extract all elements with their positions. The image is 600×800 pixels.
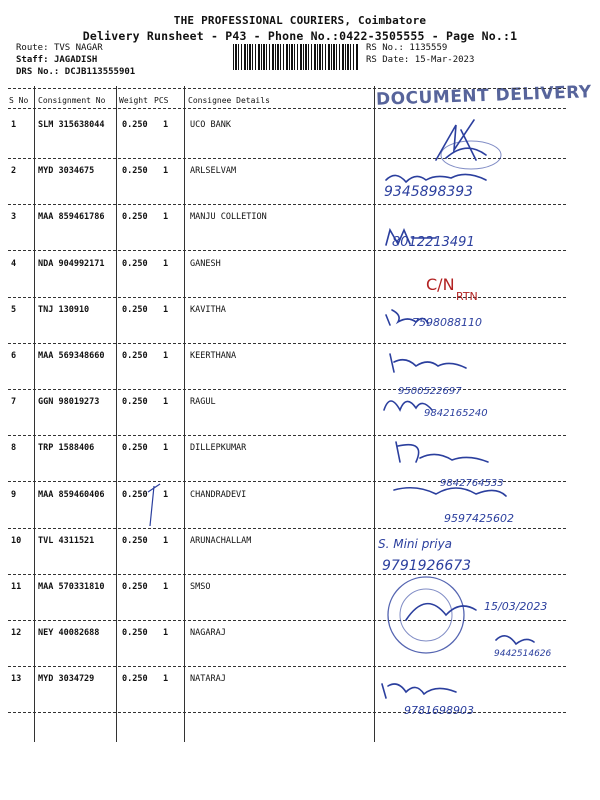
date-row-11: 15/03/2023 bbox=[484, 600, 548, 613]
signature-row-1 bbox=[436, 120, 486, 160]
tick-mark-row-9 bbox=[140, 482, 180, 532]
signature-row-13 bbox=[382, 684, 456, 698]
row-consignee: ARLSELVAM bbox=[190, 166, 237, 177]
row-sno: 4 bbox=[11, 258, 17, 269]
row-sno: 7 bbox=[11, 397, 17, 408]
row-consignee: DILLEPKUMAR bbox=[190, 443, 247, 454]
row-sno: 13 bbox=[11, 674, 22, 685]
row-consignee: NAGARAJ bbox=[190, 628, 226, 639]
row-consignment-no: SLM 315638044 bbox=[38, 120, 105, 130]
col-header-pcs: PCS bbox=[154, 96, 169, 105]
header-divider-top bbox=[8, 88, 566, 89]
document-delivery-stamp: DOCUMENT DELIVERY bbox=[375, 82, 593, 110]
header-divider-bottom bbox=[8, 108, 566, 109]
drs-label: DRS No.: bbox=[16, 67, 60, 77]
signature-row-6 bbox=[390, 354, 466, 372]
phone-row-9: 9597425602 bbox=[444, 512, 514, 525]
row-pcs: 1 bbox=[163, 212, 169, 223]
phone-row-13: 9781698903 bbox=[404, 704, 474, 717]
col-header-weight: Weight bbox=[119, 96, 148, 105]
rtn-mark: RTN bbox=[456, 290, 478, 303]
row-pcs: 1 bbox=[163, 443, 169, 454]
row-sno: 3 bbox=[11, 212, 17, 223]
row-consignee: NATARAJ bbox=[190, 674, 226, 685]
row-consignee: RAGUL bbox=[190, 397, 216, 408]
row-pcs: 1 bbox=[163, 582, 169, 592]
row-consignee: UCO BANK bbox=[190, 120, 231, 130]
row-weight: 0.250 bbox=[122, 489, 148, 500]
route-row bbox=[16, 43, 103, 53]
row-sno: 8 bbox=[11, 443, 17, 454]
row-weight: 0.250 bbox=[122, 535, 148, 546]
row-sno: 2 bbox=[11, 166, 17, 177]
route-value: TVS NAGAR bbox=[53, 43, 103, 53]
row-weight: 0.250 bbox=[122, 258, 148, 269]
row-consignment-no: MAA 569348660 bbox=[38, 351, 105, 361]
drs-value: DCJB113555901 bbox=[64, 67, 136, 77]
row-weight: 0.250 bbox=[122, 628, 148, 639]
row-consignment-no: MAA 859461786 bbox=[38, 212, 105, 223]
row-pcs: 1 bbox=[163, 674, 169, 685]
signature-row-2 bbox=[386, 174, 486, 182]
row-sno: 10 bbox=[11, 535, 22, 546]
row-consignee: CHANDRADEVI bbox=[190, 489, 247, 500]
col-divider-consignment bbox=[116, 86, 117, 742]
rs-date-label: RS Date: bbox=[366, 55, 410, 65]
row-consignment-no: TNJ 130910 bbox=[38, 304, 90, 315]
row-consignment-no: MYD 3034729 bbox=[38, 674, 95, 685]
rs-date-value: 15-Mar-2023 bbox=[414, 55, 475, 65]
row-weight: 0.250 bbox=[122, 166, 148, 177]
row-consignment-no: MAA 859460406 bbox=[38, 489, 105, 500]
signature-row-8 bbox=[396, 442, 488, 462]
row-consignment-no: MAA 570331810 bbox=[38, 582, 105, 592]
phone-row-10: 9791926673 bbox=[382, 558, 472, 574]
row-weight: 0.250 bbox=[122, 582, 148, 592]
route-label: Route: bbox=[16, 43, 49, 53]
phone-row-7: 9842165240 bbox=[424, 408, 488, 419]
rs-no-row bbox=[366, 43, 447, 53]
signature-row-11 bbox=[406, 604, 476, 620]
barcode bbox=[233, 44, 359, 70]
row-sno: 12 bbox=[11, 628, 22, 639]
row-consignee: GANESH bbox=[190, 258, 221, 269]
row-weight: 0.250 bbox=[122, 351, 148, 361]
row-consignee: KAVITHA bbox=[190, 304, 226, 315]
name-row-10: S. Mini priya bbox=[378, 537, 453, 551]
row-weight: 0.250 bbox=[122, 212, 148, 223]
row-pcs: 1 bbox=[163, 304, 169, 315]
rs-date-row bbox=[366, 55, 474, 65]
row-consignee: SMSO bbox=[190, 582, 211, 592]
row-consignee: ARUNACHALLAM bbox=[190, 535, 252, 546]
row-pcs: 1 bbox=[163, 120, 169, 130]
col-divider-pcs bbox=[184, 86, 185, 742]
phone-row-8: 9842764533 bbox=[440, 478, 504, 489]
row-pcs: 1 bbox=[163, 258, 169, 269]
row-consignment-no: NEY 40082688 bbox=[38, 628, 100, 639]
row-weight: 0.250 bbox=[122, 120, 148, 130]
staff-label: Staff: bbox=[16, 55, 49, 65]
col-header-sno: S No bbox=[9, 96, 29, 105]
row-pcs: 1 bbox=[163, 397, 169, 408]
phone-row-2: 9345898393 bbox=[384, 184, 474, 200]
phone-row-3: 8012213491 bbox=[392, 235, 475, 250]
row-sno: 1 bbox=[11, 120, 17, 130]
col-divider-consignee bbox=[374, 86, 375, 742]
row-sno: 5 bbox=[11, 304, 17, 315]
col-header-consignee: Consignee Details bbox=[188, 96, 270, 105]
row-sno: 11 bbox=[11, 582, 22, 592]
company-title: THE PROFESSIONAL COURIERS, Coimbatore bbox=[173, 14, 427, 27]
row-weight: 0.250 bbox=[122, 304, 148, 315]
rs-no-value: 1135559 bbox=[409, 43, 448, 53]
row-sno: 6 bbox=[11, 351, 17, 361]
row-consignment-no: TVL 4311521 bbox=[38, 535, 95, 546]
rs-no-label: RS No.: bbox=[366, 43, 404, 53]
row-pcs: 1 bbox=[163, 489, 169, 500]
row-consignee: MANJU COLLETION bbox=[190, 212, 267, 223]
phone-row-5: 7598088110 bbox=[412, 316, 482, 329]
row-consignment-no: GGN 98019273 bbox=[38, 397, 100, 408]
row-pcs: 1 bbox=[163, 535, 169, 546]
row-consignment-no: MYD 3034675 bbox=[38, 166, 95, 177]
staff-value: JAGADISH bbox=[53, 55, 98, 65]
row-weight: 0.250 bbox=[122, 443, 148, 454]
staff-row bbox=[16, 55, 97, 65]
signature-column bbox=[376, 110, 576, 730]
row-consignee: KEERTHANA bbox=[190, 351, 237, 361]
row-weight: 0.250 bbox=[122, 397, 148, 408]
col-divider-sno bbox=[34, 86, 35, 742]
signature-row-12 bbox=[496, 636, 534, 644]
row-consignment-no: NDA 904992171 bbox=[38, 258, 105, 269]
runsheet-subtitle: Delivery Runsheet - P43 - Phone No.:0422-3505555 - Page No.:1 bbox=[82, 29, 518, 43]
drs-row bbox=[16, 67, 135, 77]
row-pcs: 1 bbox=[163, 628, 169, 639]
row-pcs: 1 bbox=[163, 166, 169, 177]
phone-row-12: 9442514626 bbox=[494, 649, 552, 659]
cn-mark: C/N bbox=[426, 275, 455, 294]
row-consignment-no: TRP 1588406 bbox=[38, 443, 95, 454]
row-pcs: 1 bbox=[163, 351, 169, 361]
seal-row-11 bbox=[388, 577, 464, 653]
phone-row-6: 9500522697 bbox=[398, 386, 462, 397]
col-header-consignment: Consignment No bbox=[38, 96, 106, 105]
row-sno: 9 bbox=[11, 489, 17, 500]
row-weight: 0.250 bbox=[122, 674, 148, 685]
